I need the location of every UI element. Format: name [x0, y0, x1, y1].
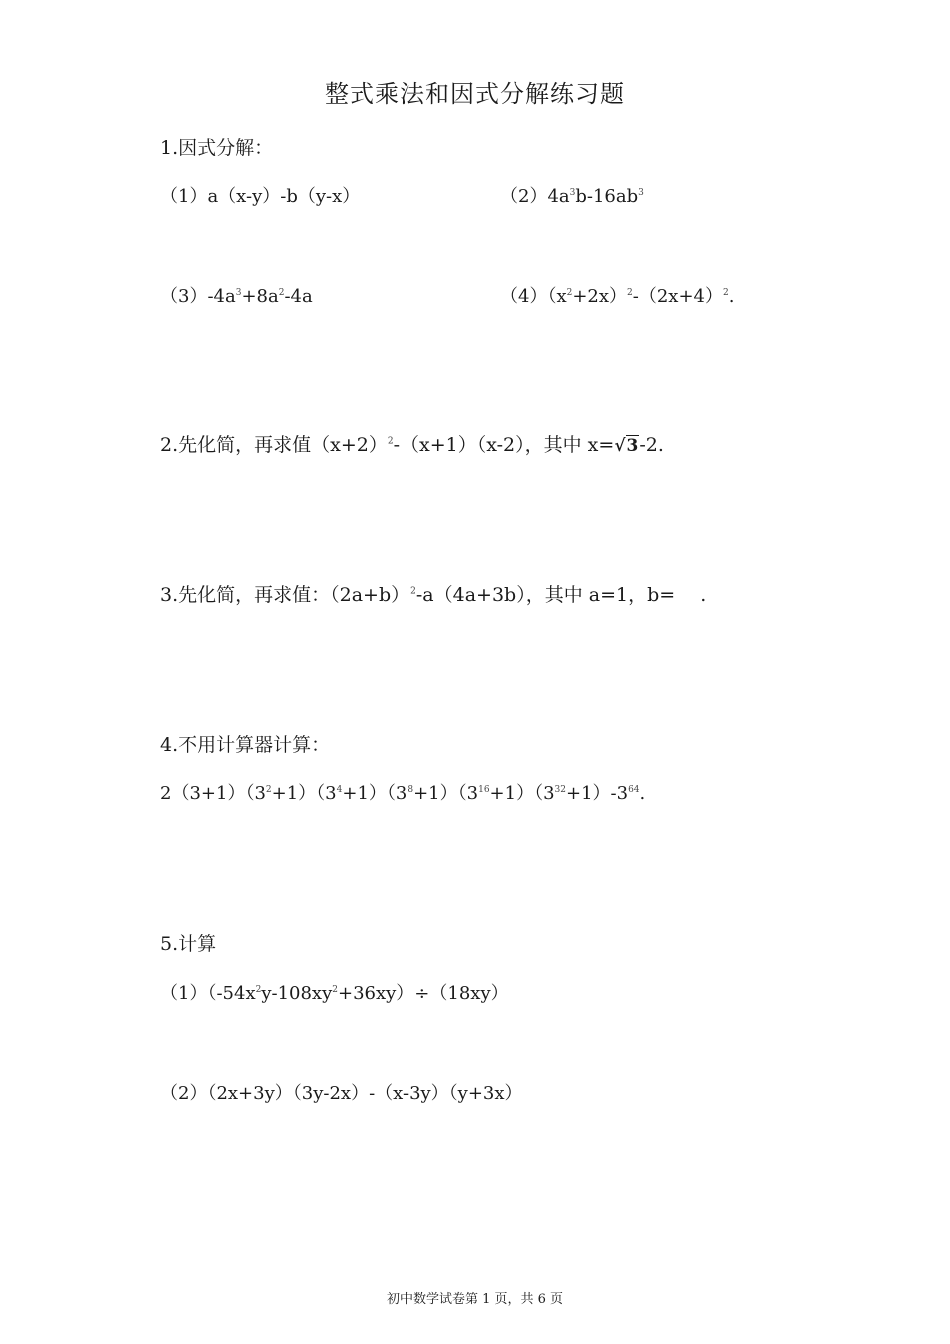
question-5-part-1: $(1)(-54x^2y-108xy^2+36xy)\div(18xy)$ [160, 983, 509, 1004]
question-1-part-1: （1）a（x-y）-b（y-x） [160, 186, 361, 207]
question-1-part-4: $(4)(x^2+2x)^2-(2x+4)^2$. [500, 286, 735, 307]
question-5-part-2: （2）（2x+3y）（3y-2x）-（x-3y）（y+3x） [160, 1083, 523, 1104]
page-footer: 初中数学试卷第 1 页，共 6 页 [386, 1292, 564, 1307]
question-2: 2.先化简，再求值$(x+2)^2-(x+1)(x-2)$，其中 x=√3-2. [160, 434, 664, 456]
question-1-heading: 1.因式分解： [160, 137, 274, 159]
question-3: 3.先化简，再求值：$(2a+b)^2-a(4a+3b)$，其中 a=1，b= . [160, 584, 707, 606]
square-root-symbol: √3 [614, 436, 639, 456]
question-4-heading: 4.不用计算器计算： [160, 734, 331, 756]
question-4-expression: $2(3+1)(3^2+1)(3^4+1)(3^8+1)(3^{16}+1)(3^{32}+1)-3^{64}$. [160, 783, 646, 804]
page-title: 整式乘法和因式分解练习题 [325, 80, 625, 108]
question-5-heading: 5.计算 [160, 933, 217, 955]
question-1-part-3: $(3)-4a^3+8a^2-4a$ [160, 286, 313, 307]
question-1-part-2: $(2)4a^3b-16ab^3$ [500, 186, 644, 207]
